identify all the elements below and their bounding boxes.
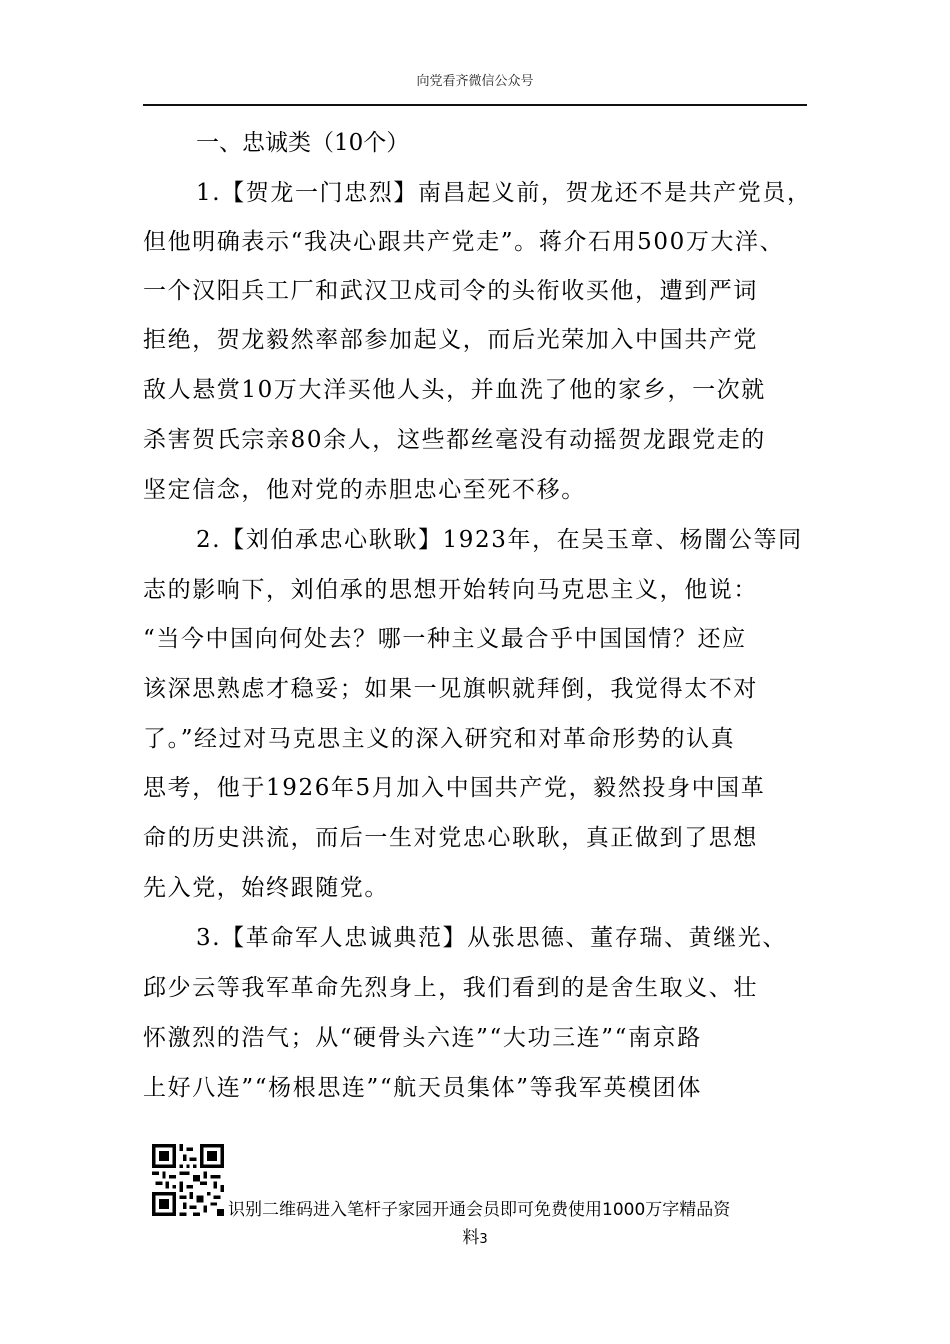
- paragraph-line: 怀激烈的浩气；从“硬骨头六连”“大功三连”“南京路: [143, 1025, 702, 1051]
- paragraph-line: 杀害贺氏宗亲80余人，这些都丝毫没有动摇贺龙跟党走的: [143, 427, 766, 453]
- paragraph-line: 一个汉阳兵工厂和武汉卫戍司令的头衔收买他，遭到严词: [143, 278, 758, 304]
- promo-text: 识别二维码进入笔杆子家园开通会员即可免费使用1000万字精品资: [228, 1200, 731, 1220]
- promo-text-tail: 料: [462, 1228, 480, 1248]
- paragraph-line: 邱少云等我军革命先烈身上，我们看到的是舍生取义、壮: [143, 975, 758, 1001]
- section-heading: 一、忠诚类（10个）: [196, 130, 410, 156]
- paragraph-line: 先入党，始终跟随党。: [143, 875, 389, 901]
- header-title: 向党看齐微信公众号: [416, 74, 534, 89]
- paragraph-line: 坚定信念，他对党的赤胆忠心至死不移。: [143, 477, 586, 503]
- page-number: 3: [479, 1232, 488, 1247]
- promo-text-continued: [0, 1226, 950, 1252]
- paragraph-line: 了。”经过对马克思主义的深入研究和对革命形势的认真: [143, 726, 736, 752]
- paragraph-line: 命的历史洪流，而后一生对党忠心耿耿，真正做到了思想: [143, 825, 758, 851]
- header-divider: [143, 104, 807, 106]
- paragraph-line: 思考，他于1926年5月加入中国共产党，毅然投身中国革: [143, 775, 766, 801]
- paragraph-line: “当今中国向何处去？哪一种主义最合乎中国国情？还应: [143, 626, 747, 652]
- paragraph-line: 上好八连”“杨根思连”“航天员集体”等我军英模团体: [143, 1075, 702, 1101]
- paragraph-line: 拒绝，贺龙毅然率部参加起义，而后光荣加入中国共产党: [143, 327, 758, 353]
- qr-code-icon[interactable]: [152, 1144, 224, 1216]
- paragraph-line: 3.【革命军人忠诚典范】从张思德、董存瑞、黄继光、: [196, 925, 787, 951]
- paragraph-line: 志的影响下，刘伯承的思想开始转向马克思主义，他说：: [143, 577, 758, 603]
- paragraph-line: 但他明确表示“我决心跟共产党走”。蒋介石用500万大洋、: [143, 229, 785, 255]
- paragraph-line: 2.【刘伯承忠心耿耿】1923年，在吴玉章、杨闇公等同: [196, 527, 803, 553]
- paragraph-line: 1.【贺龙一门忠烈】南昌起义前，贺龙还不是共产党员，: [196, 180, 812, 206]
- paragraph-line: 敌人悬赏10万大洋买他人头，并血洗了他的家乡，一次就: [143, 377, 766, 403]
- paragraph-line: 该深思熟虑才稳妥；如果一见旗帜就拜倒，我觉得太不对: [143, 676, 758, 702]
